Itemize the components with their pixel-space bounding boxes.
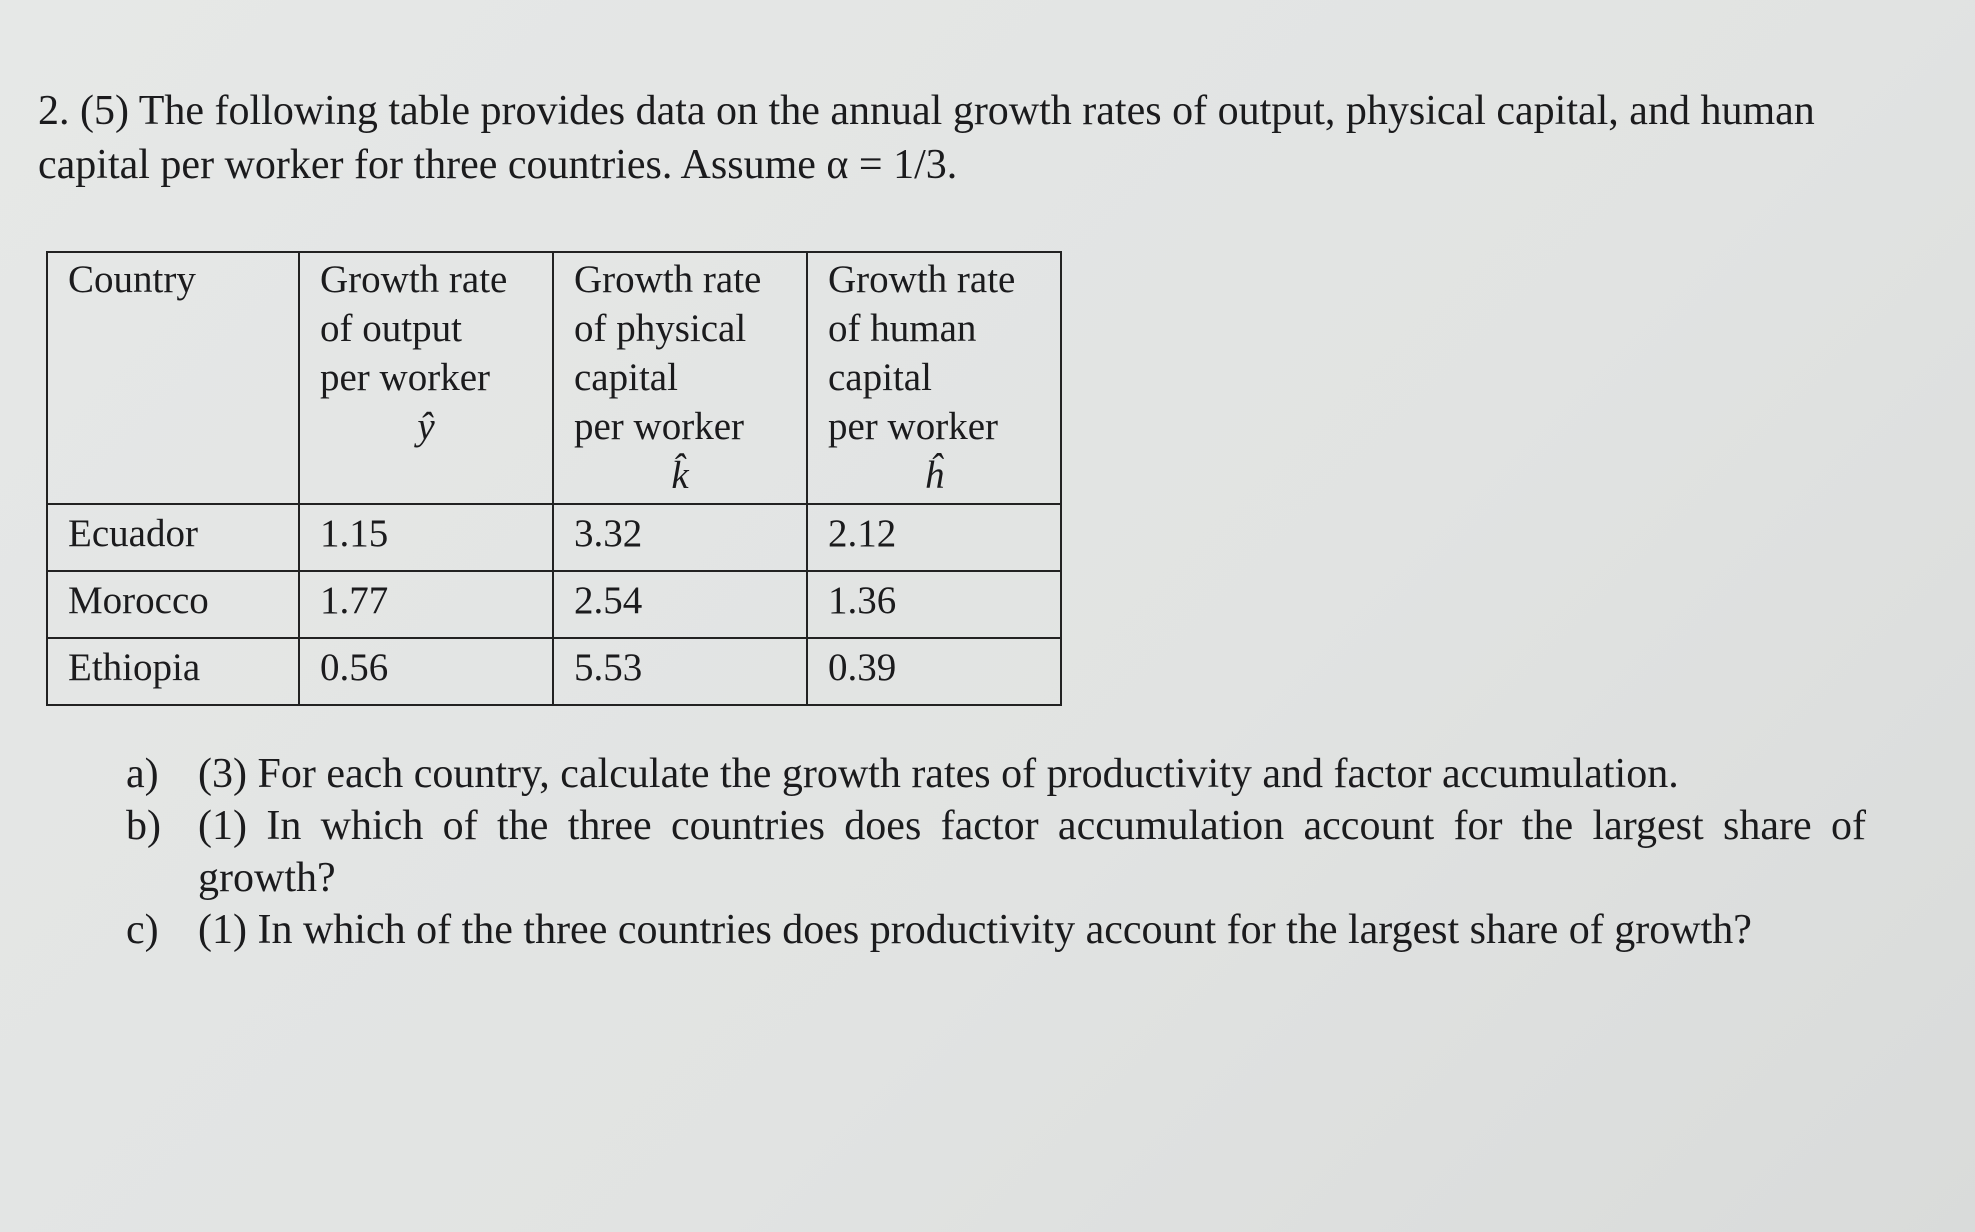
question-b <box>126 800 1866 904</box>
header-output <box>299 252 553 504</box>
table-header-row <box>47 252 1061 504</box>
question-a <box>126 748 1866 800</box>
header-human-capital <box>807 252 1061 504</box>
header-line: Growth rate <box>574 258 762 301</box>
header-line: Growth rate <box>320 258 508 301</box>
header-line: of human <box>828 307 977 350</box>
header-country <box>47 252 299 504</box>
cell-country: Ethiopia <box>47 638 299 705</box>
cell-physical: 5.53 <box>553 638 807 705</box>
header-line: per worker <box>574 405 744 448</box>
cell-physical: 2.54 <box>553 571 807 638</box>
header-line: per worker <box>320 356 490 399</box>
table-row <box>47 571 1061 638</box>
header-symbol: k̂ <box>671 454 689 497</box>
question-text: (3) For each country, calculate the growth rates of productivity and factor accumulation. <box>198 751 1679 797</box>
header-line: Country <box>68 258 196 301</box>
table-row <box>47 504 1061 571</box>
cell-human: 0.39 <box>807 638 1061 705</box>
question-text: (1) In which of the three countries does productivity account for the largest share of growth? <box>198 907 1752 953</box>
cell-output: 0.56 <box>299 638 553 705</box>
question-text: (1) In which of the three countries does factor accumulation account for the largest share of growth? <box>198 803 1866 901</box>
cell-output: 1.77 <box>299 571 553 638</box>
header-line: capital <box>828 356 932 399</box>
problem-statement: 2. (5) The following table provides data on the annual growth rates of output, physical capital, and human capital per worker for three countries. Assume α = 1/3. <box>38 88 1815 188</box>
header-line: of physical <box>574 307 747 350</box>
cell-physical: 3.32 <box>553 504 807 571</box>
growth-rates-table <box>46 251 1062 706</box>
header-line: capital <box>574 356 678 399</box>
header-symbol: ĥ <box>924 454 944 497</box>
header-line: of output <box>320 307 462 350</box>
question-c <box>126 904 1866 956</box>
question-label: b) <box>126 803 161 849</box>
question-list <box>126 748 1866 956</box>
header-line: per worker <box>828 405 998 448</box>
header-line: Growth rate <box>828 258 1016 301</box>
question-label: c) <box>126 907 159 953</box>
table-row <box>47 638 1061 705</box>
cell-output: 1.15 <box>299 504 553 571</box>
cell-human: 2.12 <box>807 504 1061 571</box>
cell-human: 1.36 <box>807 571 1061 638</box>
cell-country: Ecuador <box>47 504 299 571</box>
question-label: a) <box>126 751 159 797</box>
cell-country: Morocco <box>47 571 299 638</box>
header-symbol: ŷ <box>417 405 435 448</box>
header-physical-capital <box>553 252 807 504</box>
